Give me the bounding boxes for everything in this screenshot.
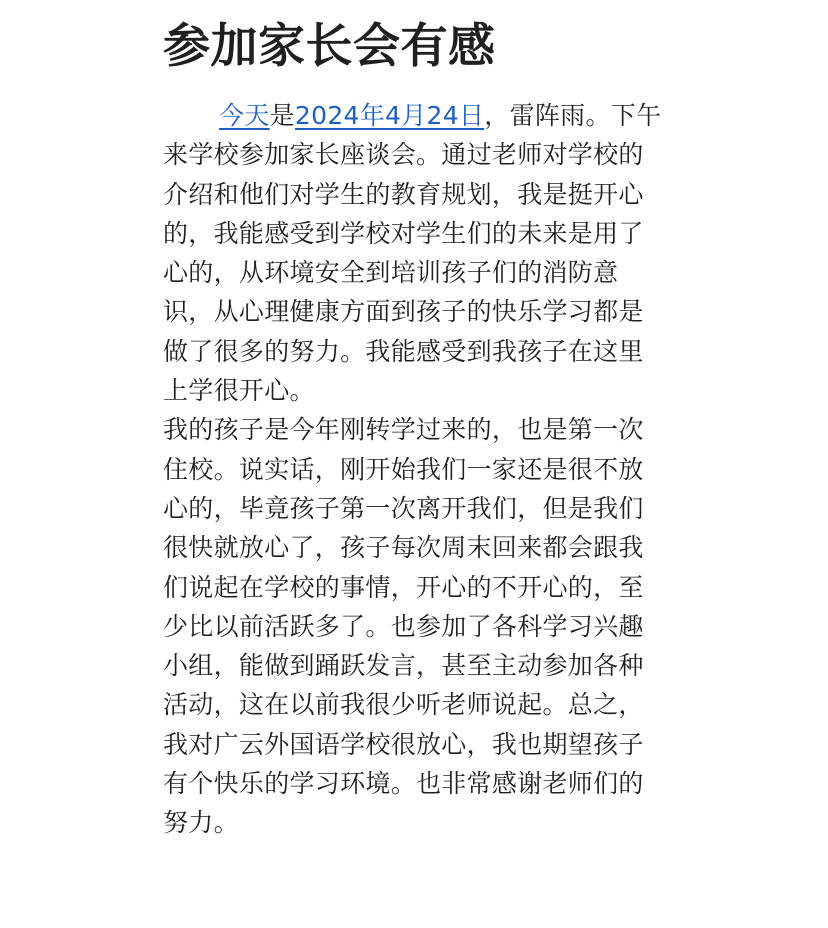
text-line: 有个快乐的学习环境。也非常感谢老师们的 [163, 769, 644, 799]
text-line: 上学很开心。 [163, 376, 315, 406]
text-line: 努力。 [163, 808, 239, 838]
paragraph-1-first-line [163, 96, 663, 135]
text-line: 的，我能感受到学校对学生们的未来是用了 [163, 218, 644, 248]
text-line: 住校。说实话，刚开始我们一家还是很不放 [163, 454, 644, 484]
link-today[interactable]: 今天 [219, 101, 270, 130]
text-line: 我的孩子是今年刚转学过来的，也是第一次 [163, 415, 644, 445]
text-line: 心的，从环境安全到培训孩子们的消防意 [163, 258, 619, 288]
text-fragment: 是 [269, 101, 295, 130]
text-line: 少比以前活跃多了。也参加了各科学习兴趣 [163, 611, 644, 641]
text-line: 们说起在学校的事情，开心的不开心的，至 [163, 572, 644, 602]
text-line: 很快就放心了，孩子每次周末回来都会跟我 [163, 533, 644, 563]
text-line: 来学校参加家长座谈会。通过老师对学校的 [163, 140, 644, 170]
text-line: 活动，这在以前我很少听老师说起。总之， [163, 690, 644, 720]
text-line: 介绍和他们对学生的教育规划，我是挺开心 [163, 179, 644, 209]
link-date[interactable]: 2024年4月24日 [294, 101, 485, 130]
text-line: 小组，能做到踊跃发言，甚至主动参加各种 [163, 651, 644, 681]
text-line: 我对广云外国语学校很放心，我也期望孩子 [163, 729, 644, 759]
article [163, 0, 663, 843]
text-line: 做了很多的努力。我能感受到我孩子在这里 [163, 336, 644, 366]
paragraph-2 [163, 410, 663, 842]
text-line: 识，从心理健康方面到孩子的快乐学习都是 [163, 297, 644, 327]
text-fragment: ，雷阵雨。下午 [484, 101, 662, 130]
text-line: 心的，毕竟孩子第一次离开我们，但是我们 [163, 493, 644, 523]
article-title: 参加家长会有感 [163, 19, 496, 74]
paragraph-1 [163, 96, 663, 410]
